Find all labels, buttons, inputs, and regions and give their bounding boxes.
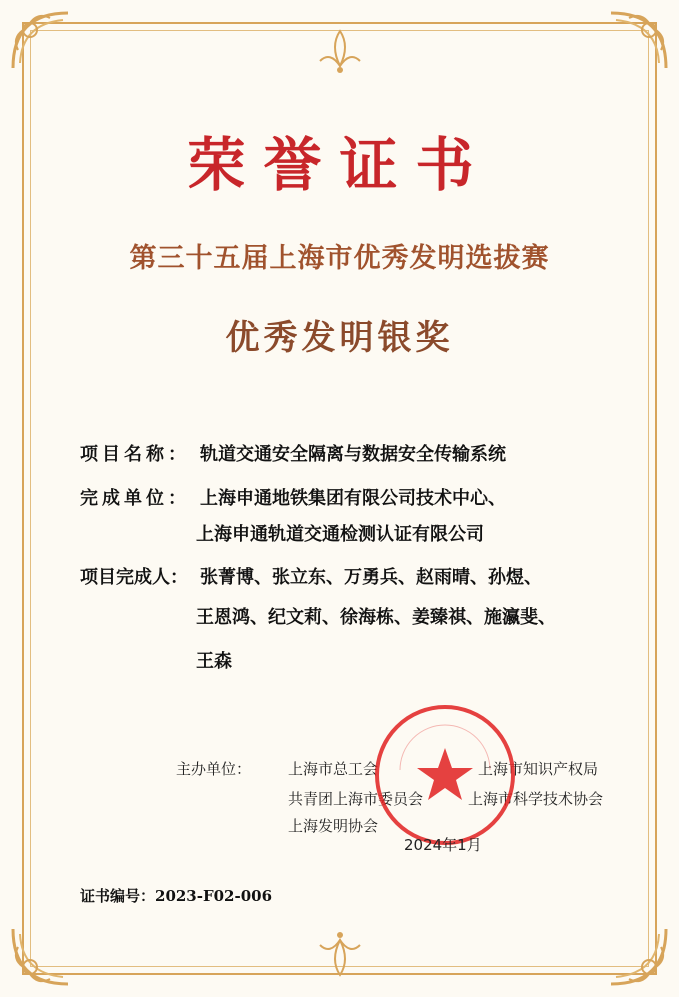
corner-ornament-icon <box>8 8 78 78</box>
bottom-ornament-icon <box>310 925 370 980</box>
organizer: 共青团上海市委员会 <box>288 790 424 808</box>
corner-ornament-icon <box>8 919 78 989</box>
certificate-title: 荣誉证书 <box>187 131 492 199</box>
units-line: 上海申通轨道交通检测认证有限公司 <box>196 524 484 545</box>
people-line: 王恩鸿、纪文莉、徐海栋、姜臻祺、施瀛斐、 <box>196 607 556 628</box>
project-row <box>80 440 506 466</box>
award-name: 优秀发明银奖 <box>225 318 454 358</box>
project-label: 项目名称： <box>80 444 190 465</box>
corner-ornament-icon <box>601 919 671 989</box>
organizers-label: 主办单位： <box>176 760 252 778</box>
people-line: 王森 <box>196 651 232 672</box>
people-line: 张菁博、张立东、万勇兵、赵雨晴、孙煜、 <box>200 567 542 588</box>
people-label: 项目完成人： <box>80 567 188 588</box>
competition-name: 第三十五届上海市优秀发明选拔赛 <box>129 243 550 274</box>
people-row <box>80 563 542 589</box>
organizer: 上海市总工会 <box>288 760 379 778</box>
units-row <box>80 484 506 510</box>
organizer: 上海发明协会 <box>288 817 379 835</box>
official-seal-icon <box>370 700 520 850</box>
organizer: 上海市科学技术协会 <box>468 790 604 808</box>
project-value: 轨道交通安全隔离与数据安全传输系统 <box>200 444 506 465</box>
certificate-number: 证书编号：2023-F02-006 <box>80 887 273 905</box>
issue-date: 2024年1月 <box>404 836 482 854</box>
units-line: 上海申通地铁集团有限公司技术中心、 <box>200 488 506 509</box>
units-label: 完成单位： <box>80 488 190 509</box>
corner-ornament-icon <box>601 8 671 78</box>
organizer: 上海市知识产权局 <box>478 760 599 778</box>
top-ornament-icon <box>310 26 370 76</box>
